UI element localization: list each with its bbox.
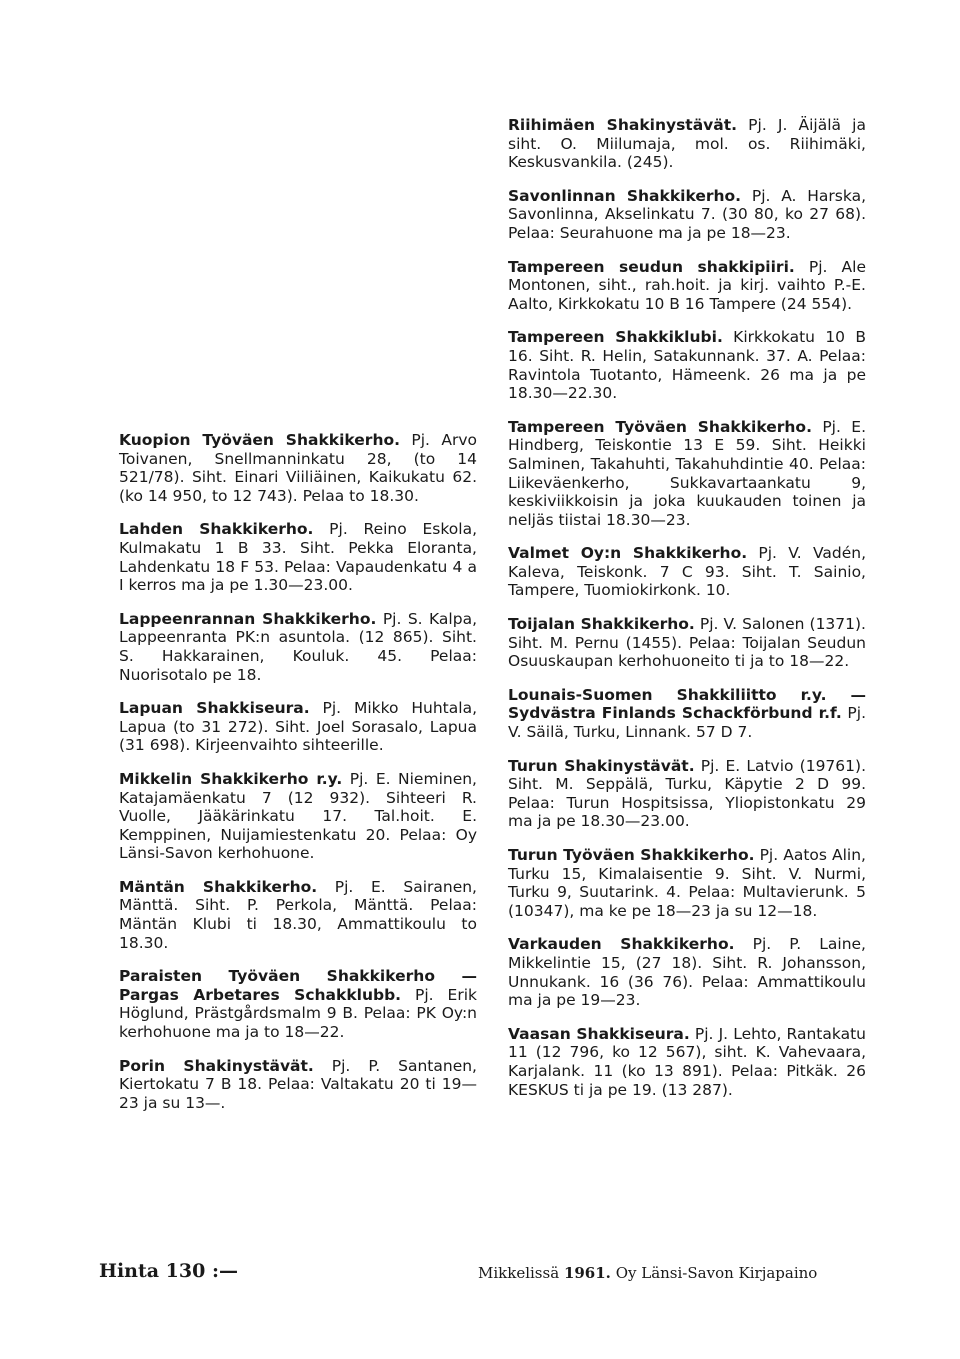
right-column <box>508 116 866 1114</box>
club-details: Pj. Reino Eskola, Kulmakatu 1 B 33. Siht. Pekka Eloranta, Lahdenkatu 18 F 53. Pelaa: Vapaudenkatu 4 a I kerros ma ja pe 1.30—23.00. <box>119 520 477 595</box>
club-name: Mäntän Shakkikerho. <box>119 877 318 896</box>
imprint <box>478 1264 817 1282</box>
club-details: Pj. E. Nieminen, Katajamäenkatu 7 (12 932). Sihteeri R. Vuolle, Jääkärinkatu 17. Tal.hoit. E. Kemppinen, Nuijamiestenkatu 20. Pelaa: Oy Länsi-Savon kerhohuone. <box>119 769 477 863</box>
club-details: Pj. E. Hindberg, Teiskontie 13 E 59. Siht. Heikki Salminen, Takahuhti, Takahuhdintie 40. Pelaa: Liikeväenkerho, Sukkavartaankatu 9, keskiviikkoisin ja joka kuukauden toinen ja neljäs tiistai 18.30—23. <box>508 417 866 529</box>
club-details: Pj. P. Laine, Mikkelintie 15, (27 18). Siht. R. Johansson, Unnukank. 16 (36 76). Pelaa: Ammattikoulu ma ja pe 19—23. <box>508 935 866 1010</box>
club-details: Kirkkokatu 10 B 16. Siht. R. Helin, Satakunnank. 37. A. Pelaa: Ravintola Tuotanto, Hämeenk. 26 ma ja pe 18.30—22.30. <box>508 328 867 403</box>
club-entry <box>119 878 477 952</box>
club-entry <box>508 187 866 243</box>
club-details: Pj. Mikko Huhtala, Lapua (to 31 272). Siht. Joel Sorasalo, Lapua (31 698). Kirjeenvaihto sihteerille. <box>119 699 477 755</box>
club-name: Lounais-Suomen Shakkiliitto r.y. — Sydvästra Finlands Schackförbund r.f. <box>508 685 866 723</box>
club-details: Pj. Ale Montonen, siht., rah.hoit. ja kirj. vaihto P.-E. Aalto, Kirkkokatu 10 B 16 Tampere (24 554). <box>508 257 866 313</box>
club-entry <box>508 935 866 1009</box>
club-name: Porin Shakinystävät. <box>119 1056 314 1075</box>
club-details: Pj. Aatos Alin, Turku 15, Kimalaisentie 9. Siht. V. Nurmi, Turku 9, Suutarink. 4. Pelaa: Multavierunk. 5 (10347), ma ke pe 18—23 ja su 12—18. <box>508 846 866 920</box>
club-details: Pj. V. Salonen (1371). Siht. M. Pernu (1455). Pelaa: Toijalan Seudun Osuuskaupan kerhohuoneito ti ja to 18—22. <box>508 615 866 671</box>
club-details: Pj. P. Santanen, Kiertokatu 7 B 18. Pelaa: Valtakatu 20 ti 19—23 ja su 13—. <box>119 1056 477 1112</box>
club-details: Pj. J. Lehto, Rantakatu 11 (12 796, ko 12 567), siht. K. Vahevaara, Karjalank. 11 (ko 13 891). Pelaa: Pitkäk. 26 KESKUS ti ja pe 19. (13 287). <box>508 1024 866 1099</box>
club-details: Pj. Arvo Toivanen, Snellmanninkatu 28, (to 14 521/78). Siht. Einari Viiliäinen, Kaikukatu 62. (ko 14 950, to 12 743). Pelaa to 18.30. <box>119 431 477 505</box>
club-name: Mikkelin Shakkikerho r.y. <box>119 769 343 788</box>
club-name: Tampereen Työväen Shakkikerho. <box>508 417 812 436</box>
club-details: Pj. A. Harska, Savonlinna, Akselinkatu 7. (30 80, ko 27 68). Pelaa: Seurahuone ma ja pe 18—23. <box>508 186 866 242</box>
club-entry <box>119 520 477 594</box>
club-name: Vaasan Shakkiseura. <box>508 1024 690 1043</box>
club-entry <box>508 258 866 314</box>
club-name: Turun Shakinystävät. <box>508 756 695 775</box>
imprint-place: Mikkelissä <box>478 1264 560 1282</box>
club-name: Kuopion Työväen Shakkikerho. <box>119 431 401 449</box>
club-entry <box>119 1057 477 1113</box>
club-details: Pj. J. Äijälä ja siht. O. Miilumaja, mol. os. Riihimäki, Keskusvankila. (245). <box>508 116 866 172</box>
club-name: Lapuan Shakkiseura. <box>119 699 310 718</box>
club-details: Pj. E. Sairanen, Mänttä. Siht. P. Perkola, Mänttä. Pelaa: Mäntän Klubi ti 18.30, Ammattikoulu to 18.30. <box>119 877 477 952</box>
club-name: Paraisten Työväen Shakkikerho — Pargas Arbetares Schakklubb. <box>119 967 477 1004</box>
club-name: Lahden Shakkikerho. <box>119 520 314 539</box>
club-name: Tampereen seudun shakkipiiri. <box>508 257 795 276</box>
price-label: Hinta 130 :— <box>99 1260 238 1282</box>
club-entry <box>508 116 866 172</box>
club-entry <box>119 431 477 505</box>
club-name: Lappeenrannan Shakkikerho. <box>119 609 377 628</box>
imprint-printer: Oy Länsi-Savon Kirjapaino <box>615 1264 818 1282</box>
club-entry <box>508 328 866 402</box>
club-details: Pj. E. Latvio (19761). Siht. M. Seppälä, Turku, Käpytie 2 D 99. Pelaa: Turun Hospitsissa, Yliopistonkatu 29 ma ja pe 18.30—23.00. <box>508 756 866 831</box>
club-entry <box>508 1025 866 1099</box>
club-entry <box>508 418 866 530</box>
club-name: Riihimäen Shakinystävät. <box>508 116 738 134</box>
left-column <box>119 431 477 1127</box>
club-entry <box>119 610 477 684</box>
imprint-year: 1961. <box>563 1264 611 1282</box>
club-entry <box>508 757 866 831</box>
club-details: Pj. S. Kalpa, Lappeenranta PK:n asuntola. (12 865). Siht. S. Hakkarainen, Kouluk. 45. Pelaa: Nuorisotalo pe 18. <box>119 609 477 684</box>
club-details: Pj. V. Säilä, Turku, Linnank. 57 D 7. <box>508 704 866 742</box>
club-details: Pj. V. Vadén, Kaleva, Teiskonk. 7 C 93. Siht. T. Sainio, Tampere, Tuomiokirkonk. 10. <box>508 544 866 600</box>
club-name: Tampereen Shakkiklubi. <box>508 328 723 347</box>
club-details: Pj. Erik Höglund, Prästgårdsmalm 9 B. Pelaa: PK Oy:n kerhohuone ma ja to 18—22. <box>119 985 477 1042</box>
club-name: Varkauden Shakkikerho. <box>508 935 735 954</box>
club-entry <box>119 699 477 755</box>
club-entry <box>119 967 477 1041</box>
club-name: Toijalan Shakkikerho. <box>508 615 695 634</box>
club-name: Savonlinnan Shakkikerho. <box>508 186 742 205</box>
club-entry <box>508 686 866 742</box>
club-entry <box>508 615 866 671</box>
club-entry <box>508 544 866 600</box>
club-entry <box>508 846 866 920</box>
page-footer <box>0 1260 960 1290</box>
club-name: Valmet Oy:n Shakkikerho. <box>508 544 748 563</box>
club-entry <box>119 770 477 863</box>
club-name: Turun Työväen Shakkikerho. <box>508 846 755 864</box>
